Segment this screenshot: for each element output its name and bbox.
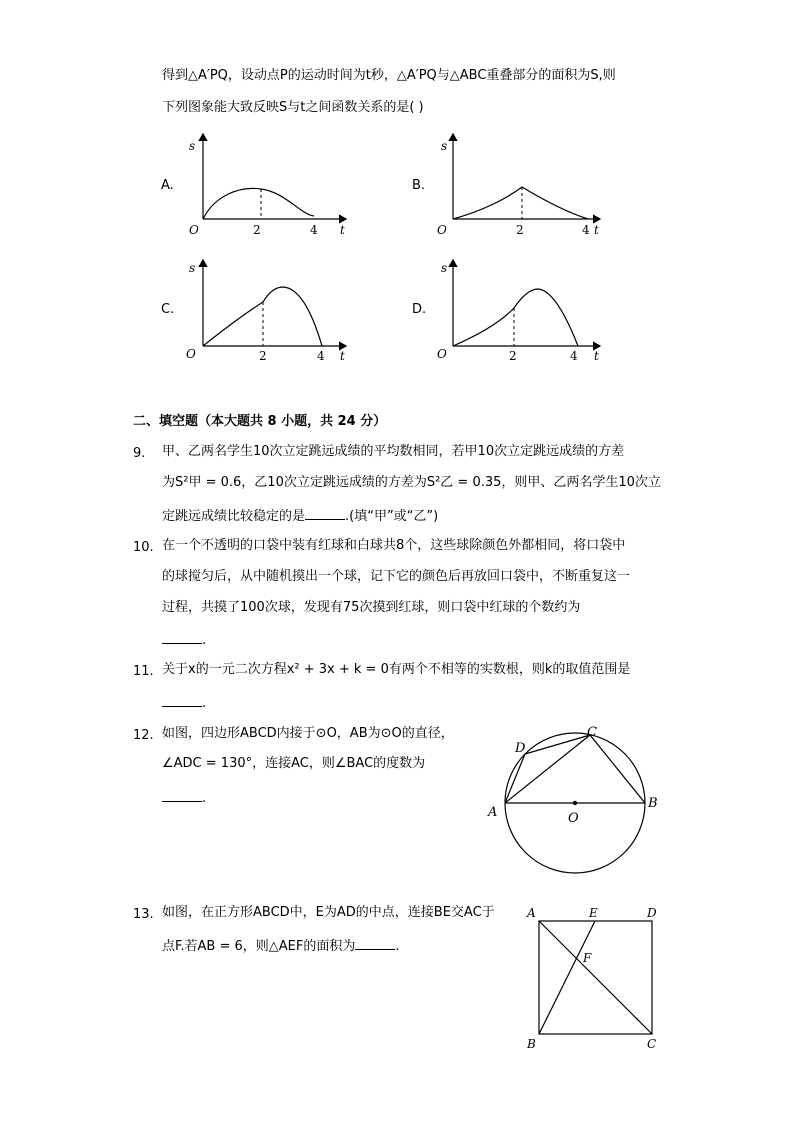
graph-a — [189, 134, 346, 237]
graph-d-origin: O — [437, 347, 447, 361]
graph-c-axis-x: t — [340, 349, 345, 363]
option-d-label: D. — [412, 302, 427, 317]
option-b-label: B. — [412, 178, 426, 193]
q11-line-1: 关于x的一元二次方程x² + 3x + k = 0有两个不相等的实数根，则k的取值范围是 — [162, 662, 631, 677]
graph-d-tick-4: 4 — [570, 349, 578, 363]
section-header: 二、填空题（本大题共 8 小题，共 24 分） — [133, 414, 387, 429]
q9-line-3b: .(填“甲”或“乙”) — [345, 509, 439, 524]
graph-c-axis-y: s — [189, 261, 196, 275]
q13-line-2 — [162, 937, 399, 955]
q13-number: 13. — [133, 907, 154, 922]
intro-line-1: 得到△A′PQ，设动点P的运动时间为t秒，△A′PQ与△ABC重叠部分的面积为S,则 — [162, 68, 616, 83]
q9-number: 9. — [133, 446, 146, 461]
graph-a-axis-x: t — [340, 223, 345, 237]
graph-d-axis-x: t — [594, 349, 599, 363]
graph-d-curve — [453, 289, 578, 346]
q9-line-1: 甲、乙两名学生10次立定跳远成绩的平均数相同，若甲10次立定跳远成绩的方差 — [162, 444, 625, 459]
q11-period: . — [202, 696, 207, 711]
graph-c — [186, 260, 346, 363]
q10-period: . — [202, 633, 207, 648]
q12-line-3 — [162, 789, 206, 807]
q13-label-e: E — [589, 906, 598, 920]
graph-c-tick-2: 2 — [259, 349, 267, 363]
graph-a-tick-4: 4 — [310, 223, 318, 237]
q12-label-b: B — [648, 796, 658, 811]
q13-square-figure — [520, 900, 670, 1055]
option-c-label: C. — [161, 302, 175, 317]
q12-label-o: O — [568, 811, 579, 826]
option-a-label: A. — [161, 178, 174, 193]
q13-label-c: C — [647, 1037, 657, 1051]
q10-line-3: 过程，共摸了100次球，发现有75次摸到红球，则口袋中红球的个数约为 — [162, 600, 581, 615]
q13-label-b: B — [527, 1037, 536, 1051]
q13-line-2a: 点F.若AB = 6，则△AEF的面积为 — [162, 939, 356, 954]
q12-label-c: C — [587, 725, 597, 740]
q10-line-4 — [162, 631, 206, 649]
q12-label-d: D — [515, 741, 526, 756]
q12-period: . — [202, 791, 207, 806]
intro-line-2: 下列图象能大致反映S与t之间函数关系的是( ) — [162, 100, 424, 115]
q13-label-f: F — [583, 951, 592, 965]
q10-line-2: 的球搅匀后，从中随机摸出一个球，记下它的颜色后再放回口袋中，不断重复这一 — [162, 569, 631, 584]
graph-b-tick-2: 2 — [516, 223, 524, 237]
q12-circle-figure — [480, 720, 670, 880]
q10-line-1: 在一个不透明的口袋中装有红球和白球共8个，这些球除颜色外都相同，将口袋中 — [162, 538, 626, 553]
graph-c-tick-4: 4 — [317, 349, 325, 363]
q12-label-a: A — [488, 805, 498, 820]
q12-answer-blank[interactable] — [162, 789, 202, 802]
graph-b — [437, 134, 600, 237]
q12-number: 12. — [133, 728, 154, 743]
q11-line-2 — [162, 694, 206, 712]
graph-b-curve — [453, 187, 588, 219]
q11-answer-blank[interactable] — [162, 694, 202, 707]
q12-line-2: ∠ADC = 130°，连接AC，则∠BAC的度数为 — [162, 756, 426, 771]
graph-d-axis-y: s — [441, 261, 448, 275]
q13-answer-blank[interactable] — [355, 937, 395, 950]
q9-line-2: 为S²甲 = 0.6，乙10次立定跳远成绩的方差为S²乙 = 0.35，则甲、乙两名学生10次立 — [162, 475, 661, 490]
graph-c-origin: O — [186, 347, 196, 361]
graph-b-tick-4: 4 — [582, 223, 590, 237]
graph-b-axis-y: s — [441, 139, 448, 153]
answer-graphs — [0, 0, 794, 400]
q10-number: 10. — [133, 540, 154, 555]
graph-a-curve — [203, 188, 314, 219]
q9-answer-blank[interactable] — [305, 507, 345, 520]
q9-line-3a: 定跳远成绩比较稳定的是 — [162, 509, 306, 524]
graph-a-tick-2: 2 — [253, 223, 261, 237]
q13-line-1: 如图，在正方形ABCD中，E为AD的中点，连接BE交AC于 — [162, 905, 495, 920]
graph-a-origin: O — [189, 223, 199, 237]
q12-line-1: 如图，四边形ABCD内接于⊙O，AB为⊙O的直径， — [162, 726, 454, 741]
q13-label-a: A — [527, 906, 536, 920]
q10-answer-blank[interactable] — [162, 631, 202, 644]
q11-number: 11. — [133, 664, 154, 679]
graph-d-tick-2: 2 — [509, 349, 517, 363]
graph-b-origin: O — [437, 223, 447, 237]
q9-line-3 — [162, 507, 438, 525]
graph-d — [437, 260, 600, 363]
graph-b-axis-x: t — [594, 223, 599, 237]
q13-period: . — [395, 939, 400, 954]
q13-label-d: D — [647, 906, 657, 920]
graph-a-axis-y: s — [189, 139, 196, 153]
